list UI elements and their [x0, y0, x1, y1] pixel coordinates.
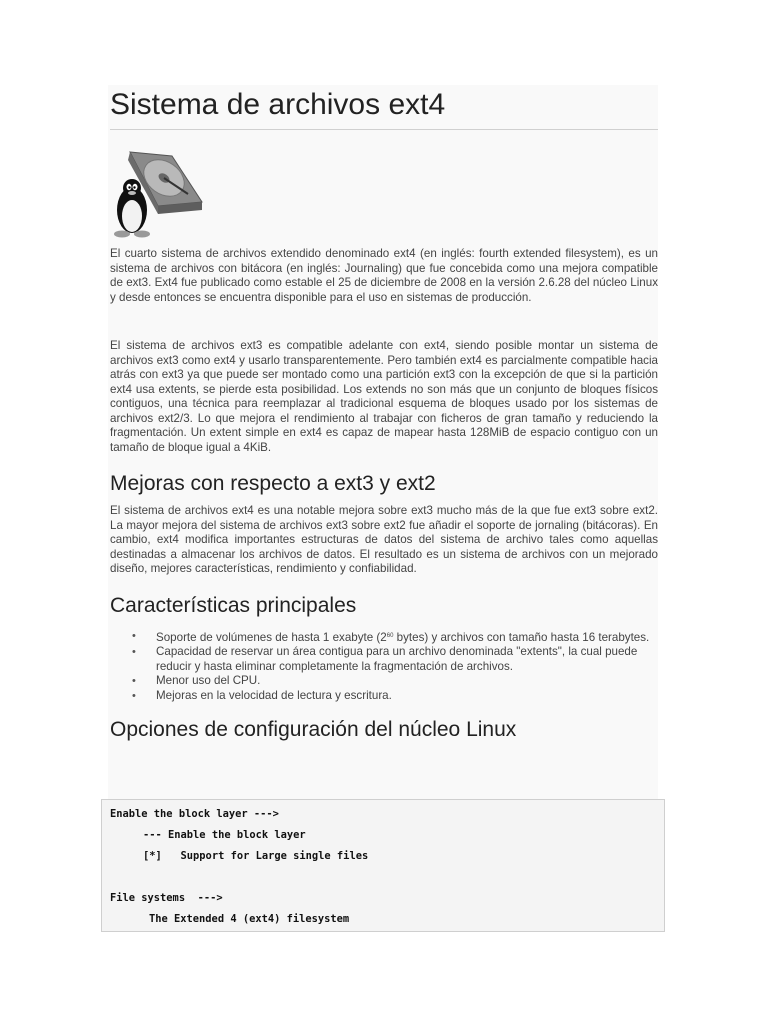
config-heading: Opciones de configuración del núcleo Linux — [110, 718, 517, 741]
article — [110, 85, 658, 743]
intro-paragraph: El cuarto sistema de archivos extendido denominado ext4 (en inglés: fourth extended filesystem), es un sistema de archivos con bitácora (en inglés: Journaling) que fue concebida como una mejora compatible de ext3. Ext4 fue publicado como estable el 25 de diciembre de 2008 en la versión 2.6.28 del núcleo Linux y desde entonces se encuentra disponible para el uso en sistemas de producción. — [110, 247, 658, 304]
improvements-paragraph: El sistema de archivos ext4 es una notable mejora sobre ext3 mucho más de la que fue ext3 sobre ext2. La mayor mejora del sistema de archivos ext3 sobre ext2 fue añadir el soporte de jornaling (bitácoras). En cambio, ext4 modifica importantes estructuras de datos del sistema de archivo tales como aquellas destinadas a almacenar los archivos de datos. El resultado es un sistema de archivos con un mejorado diseño, mejores características, rendimiento y confiabilidad. — [110, 504, 658, 575]
exponent: 60 — [386, 632, 394, 639]
list-item: • Capacidad de reservar un área contigua para un archivo denominada "extents", la cual puede reducir y hasta eliminar completamente la fragmentación de archivos. — [156, 645, 658, 674]
code-line: [*] Support for Large single files — [143, 850, 369, 862]
code-line: File systems ---> — [110, 892, 223, 904]
page-title: Sistema de archivos ext4 — [110, 85, 658, 130]
code-block — [101, 799, 665, 932]
code-line: --- Enable the block layer — [143, 829, 306, 841]
list-item-text: bytes) y archivos con tamaño hasta 16 terabytes. — [393, 630, 650, 644]
list-item: • Menor uso del CPU. — [156, 674, 658, 689]
code-line: Enable the block layer ---> — [110, 808, 279, 820]
tux-harddisk-icon — [110, 144, 205, 239]
list-item-text: Soporte de volúmenes de hasta 1 exabyte (2 — [156, 630, 387, 644]
features-list — [110, 629, 658, 704]
tux-harddisk-logo — [110, 144, 205, 239]
compat-paragraph: El sistema de archivos ext3 es compatible adelante con ext4, siendo posible montar un sistema de archivos ext3 como ext4 y usarlo transparentemente. Pero también ext4 es parcialmente compatible hacia atrás con ext3 ya que puede ser montado como una partición ext3 con la excepción de que si la partición ext4 usa extents, se pierde esta posibilidad. Los extends no son más que un conjunto de bloques físicos contiguos, una técnica para reemplazar al tradicional esquema de bloques usado por los sistemas de archivos ext2/3. Lo que mejora el rendimiento al trabajar con ficheros de gran tamaño y reduciendo la fragmentación. Un extent simple en ext4 es capaz de mapear hasta 128MiB de espacio contiguo con un tamaño de bloque igual a 4KiB. — [110, 339, 658, 454]
list-item — [156, 629, 658, 646]
code-line: The Extended 4 (ext4) filesystem — [149, 913, 350, 925]
list-item: • Mejoras en la velocidad de lectura y escritura. — [156, 689, 658, 704]
features-heading: Características principales — [110, 593, 357, 617]
improvements-heading: Mejoras con respecto a ext3 y ext2 — [110, 472, 436, 495]
